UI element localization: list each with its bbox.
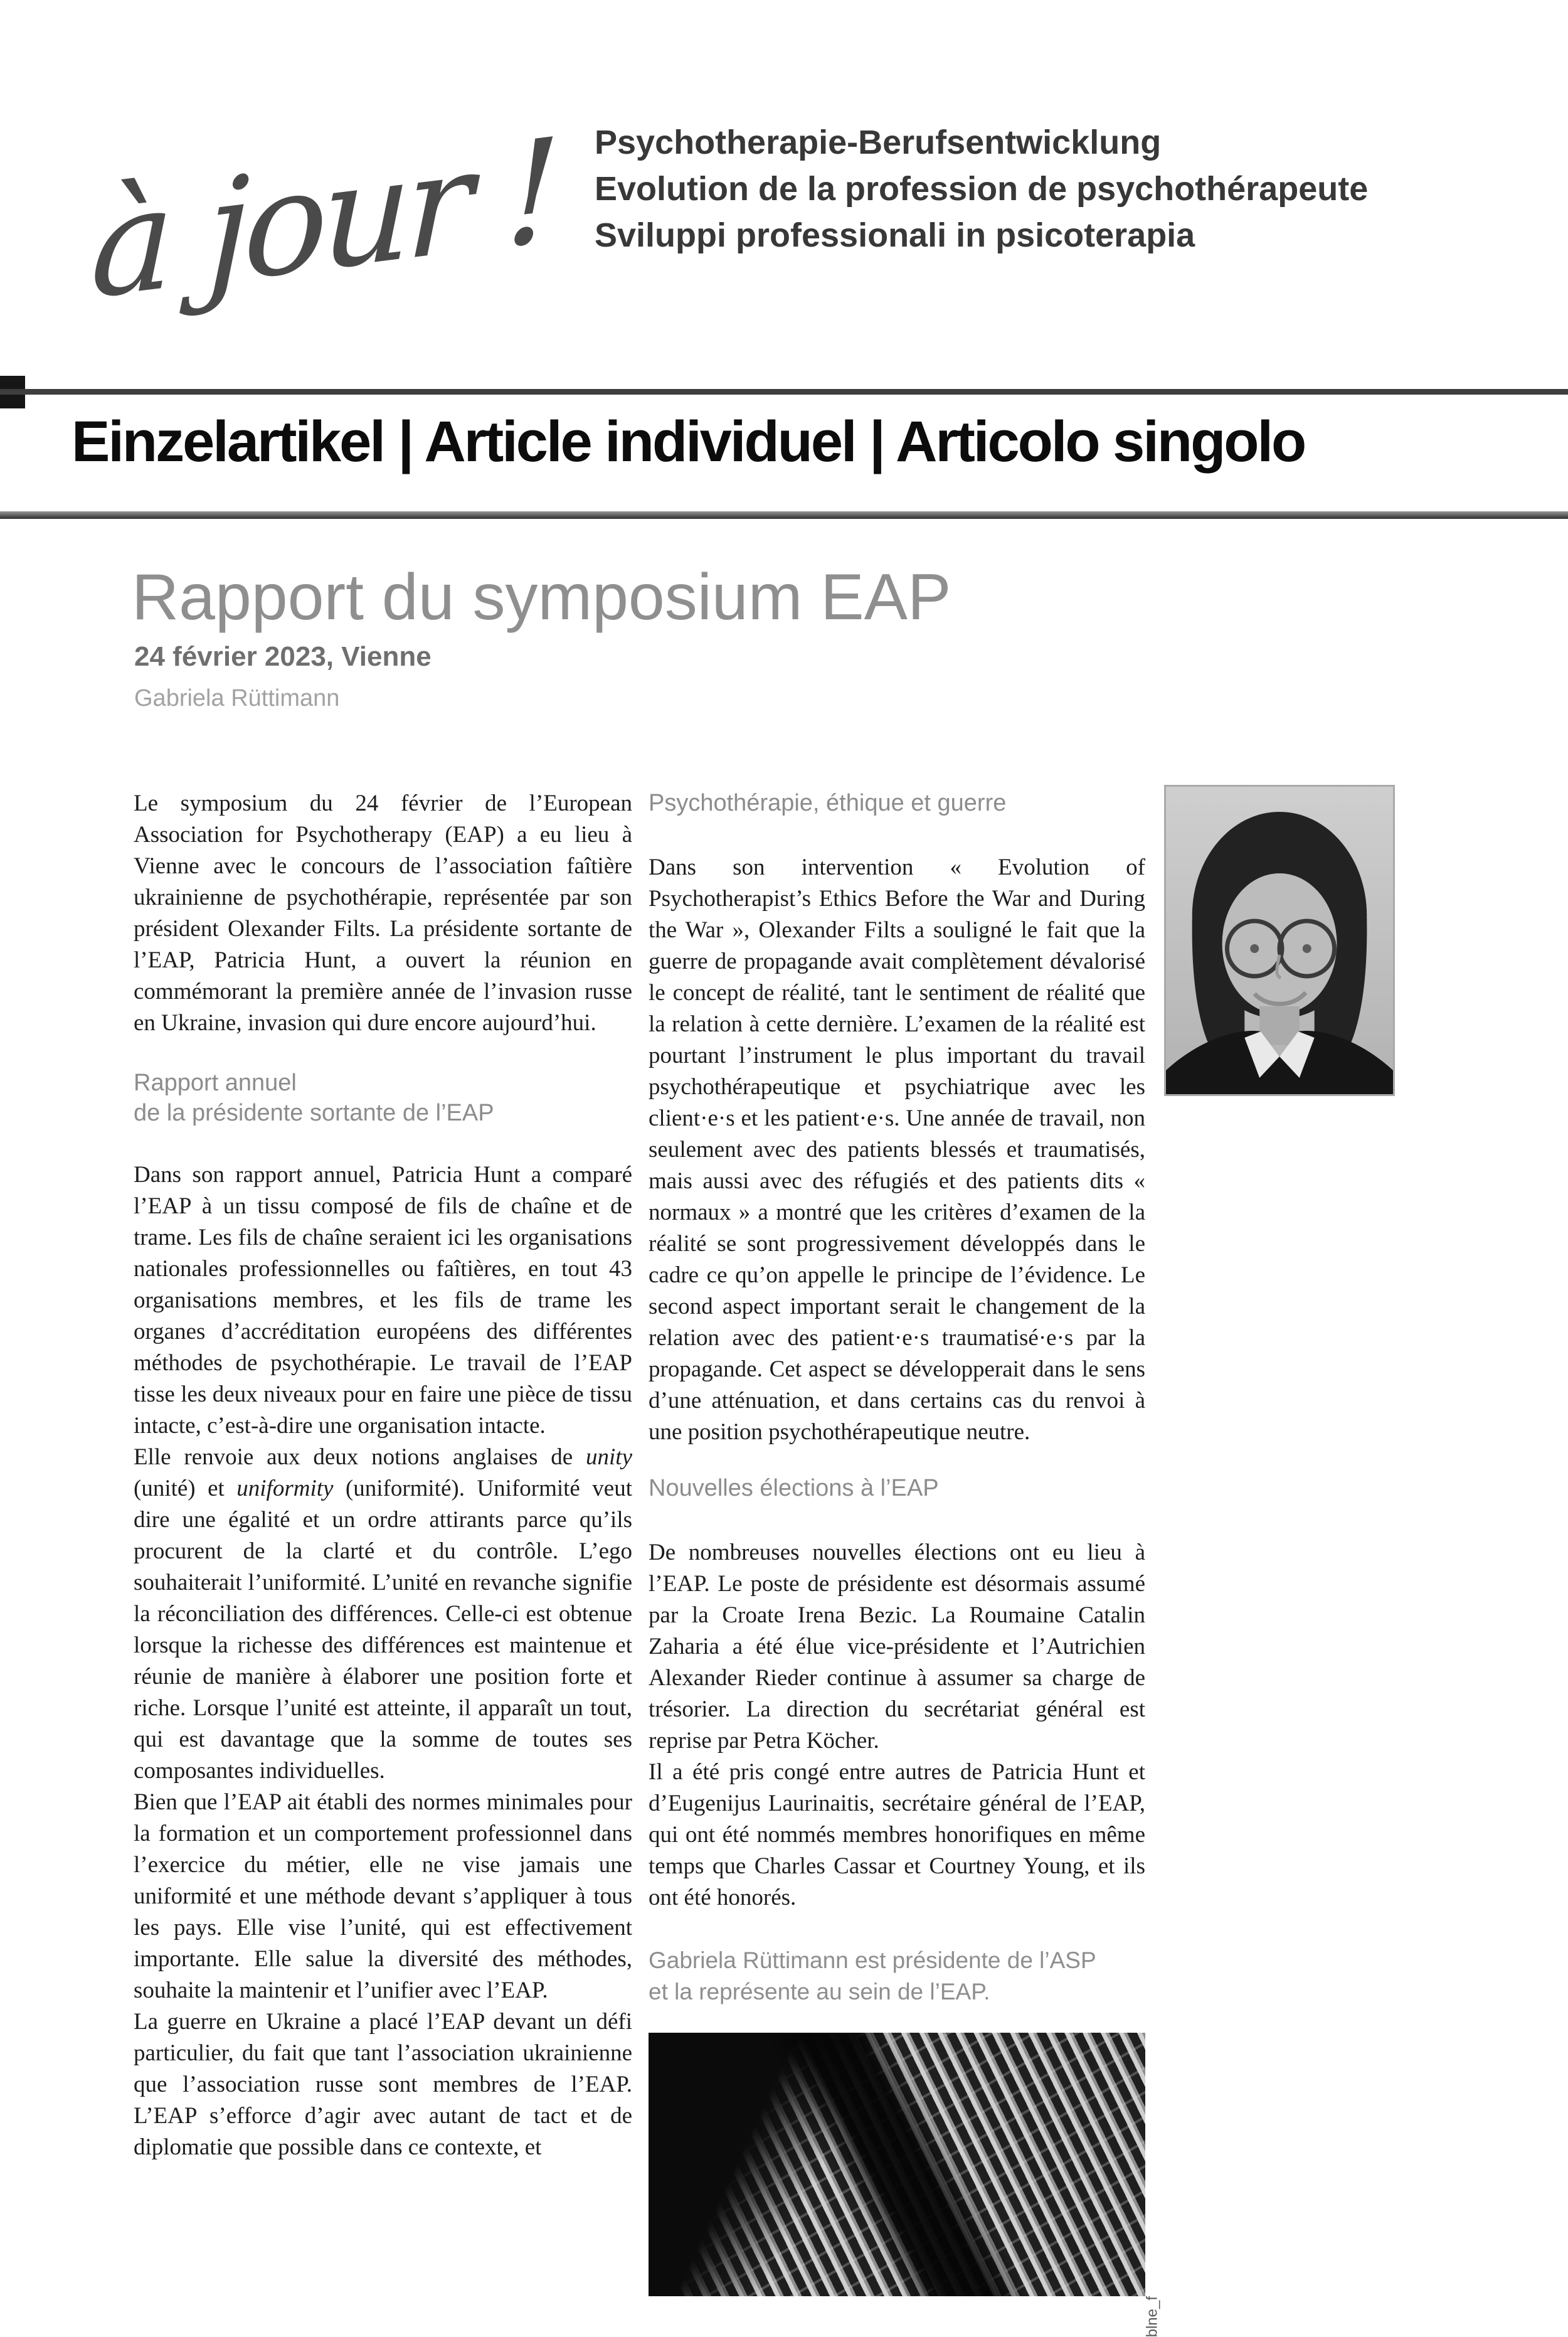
article-author: Gabriela Rüttimann bbox=[134, 685, 340, 711]
paragraph-rapport-annuel: Dans son rapport annuel, Patricia Hunt a comparé l’EAP à un tissu composé de fils de chaîne et de trame. Les fils de chaîne seraient ici les organisations nationales professionnelles ou faîtières, en tout 43 organisations membres, et les fils de trame les organes d’accréditation européens des différentes méthodes de psychothérapie. Le travail de l’EAP tisse les deux niveaux pour en faire une pièce de tissu intacte, c’est-à-dire une organisation intacte. bbox=[134, 1162, 632, 1439]
paragraph-guerre-ukraine: La guerre en Ukraine a placé l’EAP devant un défi particulier, du fait que tant l’association ukrainienne que l’association russe sont membres de l’EAP. L’EAP s’efforce d’agir avec autant de tact et de diplomatie que possible dans ce contexte, et bbox=[134, 2009, 632, 2160]
article-column-left bbox=[134, 788, 632, 2163]
author-credit-line2: et la représente au sein de l’EAP. bbox=[649, 1979, 990, 2004]
section-banner: Einzelartikel | Article individuel | Articolo singolo bbox=[72, 410, 1305, 474]
article-title: Rapport du symposium EAP bbox=[132, 561, 951, 634]
article-dateline: 24 février 2023, Vienne bbox=[134, 641, 432, 672]
article-column-right bbox=[649, 788, 1160, 2337]
masthead-logo bbox=[89, 69, 557, 370]
loom-photo-credit: blne_f bbox=[1143, 2296, 1160, 2337]
logo-script-text: à jour ! bbox=[89, 108, 557, 331]
heading-ethique-guerre: Psychothérapie, éthique et guerre bbox=[649, 790, 1007, 816]
masthead-title-it: Sviluppi professionali in psicoterapia bbox=[595, 216, 1195, 254]
paragraph-normes: Bien que l’EAP ait établi des normes minimales pour la formation et un comportement professionnel dans l’exercice du métier, elle ne vise jamais une uniformité et une méthode devant s’appliquer à tous les pays. Elle vise l’unité, qui est effectivement importante. Elle salue la diversité des méthodes, souhaite la maintenir et l’unifier avec l’EAP. bbox=[134, 1789, 632, 2003]
author-credit bbox=[649, 1945, 1145, 2008]
masthead-titles bbox=[595, 119, 1368, 258]
unity-text-3: (uniformité). Uniformité veut dire une égalité et un ordre attirants parce qu’ils procurent de la clarté et du contrôle. L’ego souhaiterait l’uniformité. L’unité en revanche signifie la réconciliation des différences. Celle-ci est obtenue lorsque la richesse des différences est maintenue et réunie de manière à élaborer une position forte et riche. Lorsque l’unité est atteinte, il apparaît un tout, qui est davantage que la somme de toutes ses composantes individuelles. bbox=[134, 1476, 633, 1784]
heading-elections: Nouvelles élections à l’EAP bbox=[649, 1475, 939, 1501]
paragraph-unity-uniformity bbox=[134, 1442, 632, 1787]
banner-top-rule bbox=[0, 389, 1568, 395]
paragraph-elections: De nombreuses nouvelles élections ont eu lieu à l’EAP. Le poste de présidente est désormais assumé par la Croate Irena Bezic. La Roumaine Catalin Zaharia a été élue vice-présidente et l’Autrichien Alexander Rieder continue à assumer sa charge de trésorier. La direction du secrétariat général est reprise par Petra Köcher. bbox=[649, 1540, 1145, 1754]
unity-text-1: Elle renvoie aux deux notions anglaises de bbox=[134, 1444, 586, 1470]
portrait-photo bbox=[1164, 785, 1395, 1096]
paragraph-adieux: Il a été pris congé entre autres de Patricia Hunt et d’Eugenijus Laurinaitis, secrétaire général de l’EAP, qui ont été nommés membres honorifiques en même temps que Charles Cassar et Courtney Young, et ils ont été honorés. bbox=[649, 1759, 1145, 1910]
loom-photo-wrap bbox=[649, 2033, 1160, 2337]
loom-photo bbox=[649, 2033, 1145, 2296]
portrait-illustration bbox=[1166, 787, 1393, 1094]
unity-italic-2: uniformity bbox=[236, 1476, 334, 1501]
author-credit-line1: Gabriela Rüttimann est présidente de l’ASP bbox=[649, 1947, 1096, 1973]
masthead-title-de: Psychotherapie-Berufsentwicklung bbox=[595, 124, 1162, 161]
paragraph-intro: Le symposium du 24 février de l’European Association for Psychotherapy (EAP) a eu lieu à Vienne avec le concours de l’association faîtière ukrainienne de psychothérapie, représentée par son président Olexander Filts. La présidente sortante de l’EAP, Patricia Hunt, a ouvert la réunion en commémorant la première année de l’invasion russe en Ukraine, invasion qui dure encore aujourd’hui. bbox=[134, 791, 632, 1036]
heading-rapport-annuel-line1: Rapport annuel bbox=[134, 1070, 297, 1096]
unity-italic-1: unity bbox=[586, 1444, 632, 1470]
unity-text-2: (unité) et bbox=[134, 1476, 237, 1501]
paragraph-ethique: Dans son intervention « Evolution of Psychotherapist’s Ethics Before the War and During the War », Olexander Filts a souligné le fait que la guerre de propagande avait complètement dévalorisé le concept de réalité, tant le sentiment de réalité que la relation à cette dernière. L’examen de la réalité est pourtant l’instrument le plus important du travail psychothérapeutique et psychiatrique avec les client·e·s et les patient·e·s. Une année de travail, non seulement avec des patients blessés et traumatisés, mais aussi avec des réfugiés et des patients dits « normaux » a montré que les critères d’examen de la réalité se sont progressivement développés dans le cadre ce qu’on appelle le principe de l’évidence. Le second aspect important serait le changement de la relation avec des patient·e·s traumatisé·e·s par la propagande. Cet aspect se développerait dans le sens d’une atténuation, et dans certains cas du renvoi à une position psychothérapeutique neutre. bbox=[649, 854, 1145, 1445]
banner-bottom-rule bbox=[0, 511, 1568, 519]
masthead-title-fr: Evolution de la profession de psychothérapeute bbox=[595, 170, 1369, 208]
heading-rapport-annuel-line2: de la présidente sortante de l’EAP bbox=[134, 1100, 494, 1126]
heading-rapport-annuel bbox=[134, 1068, 632, 1128]
